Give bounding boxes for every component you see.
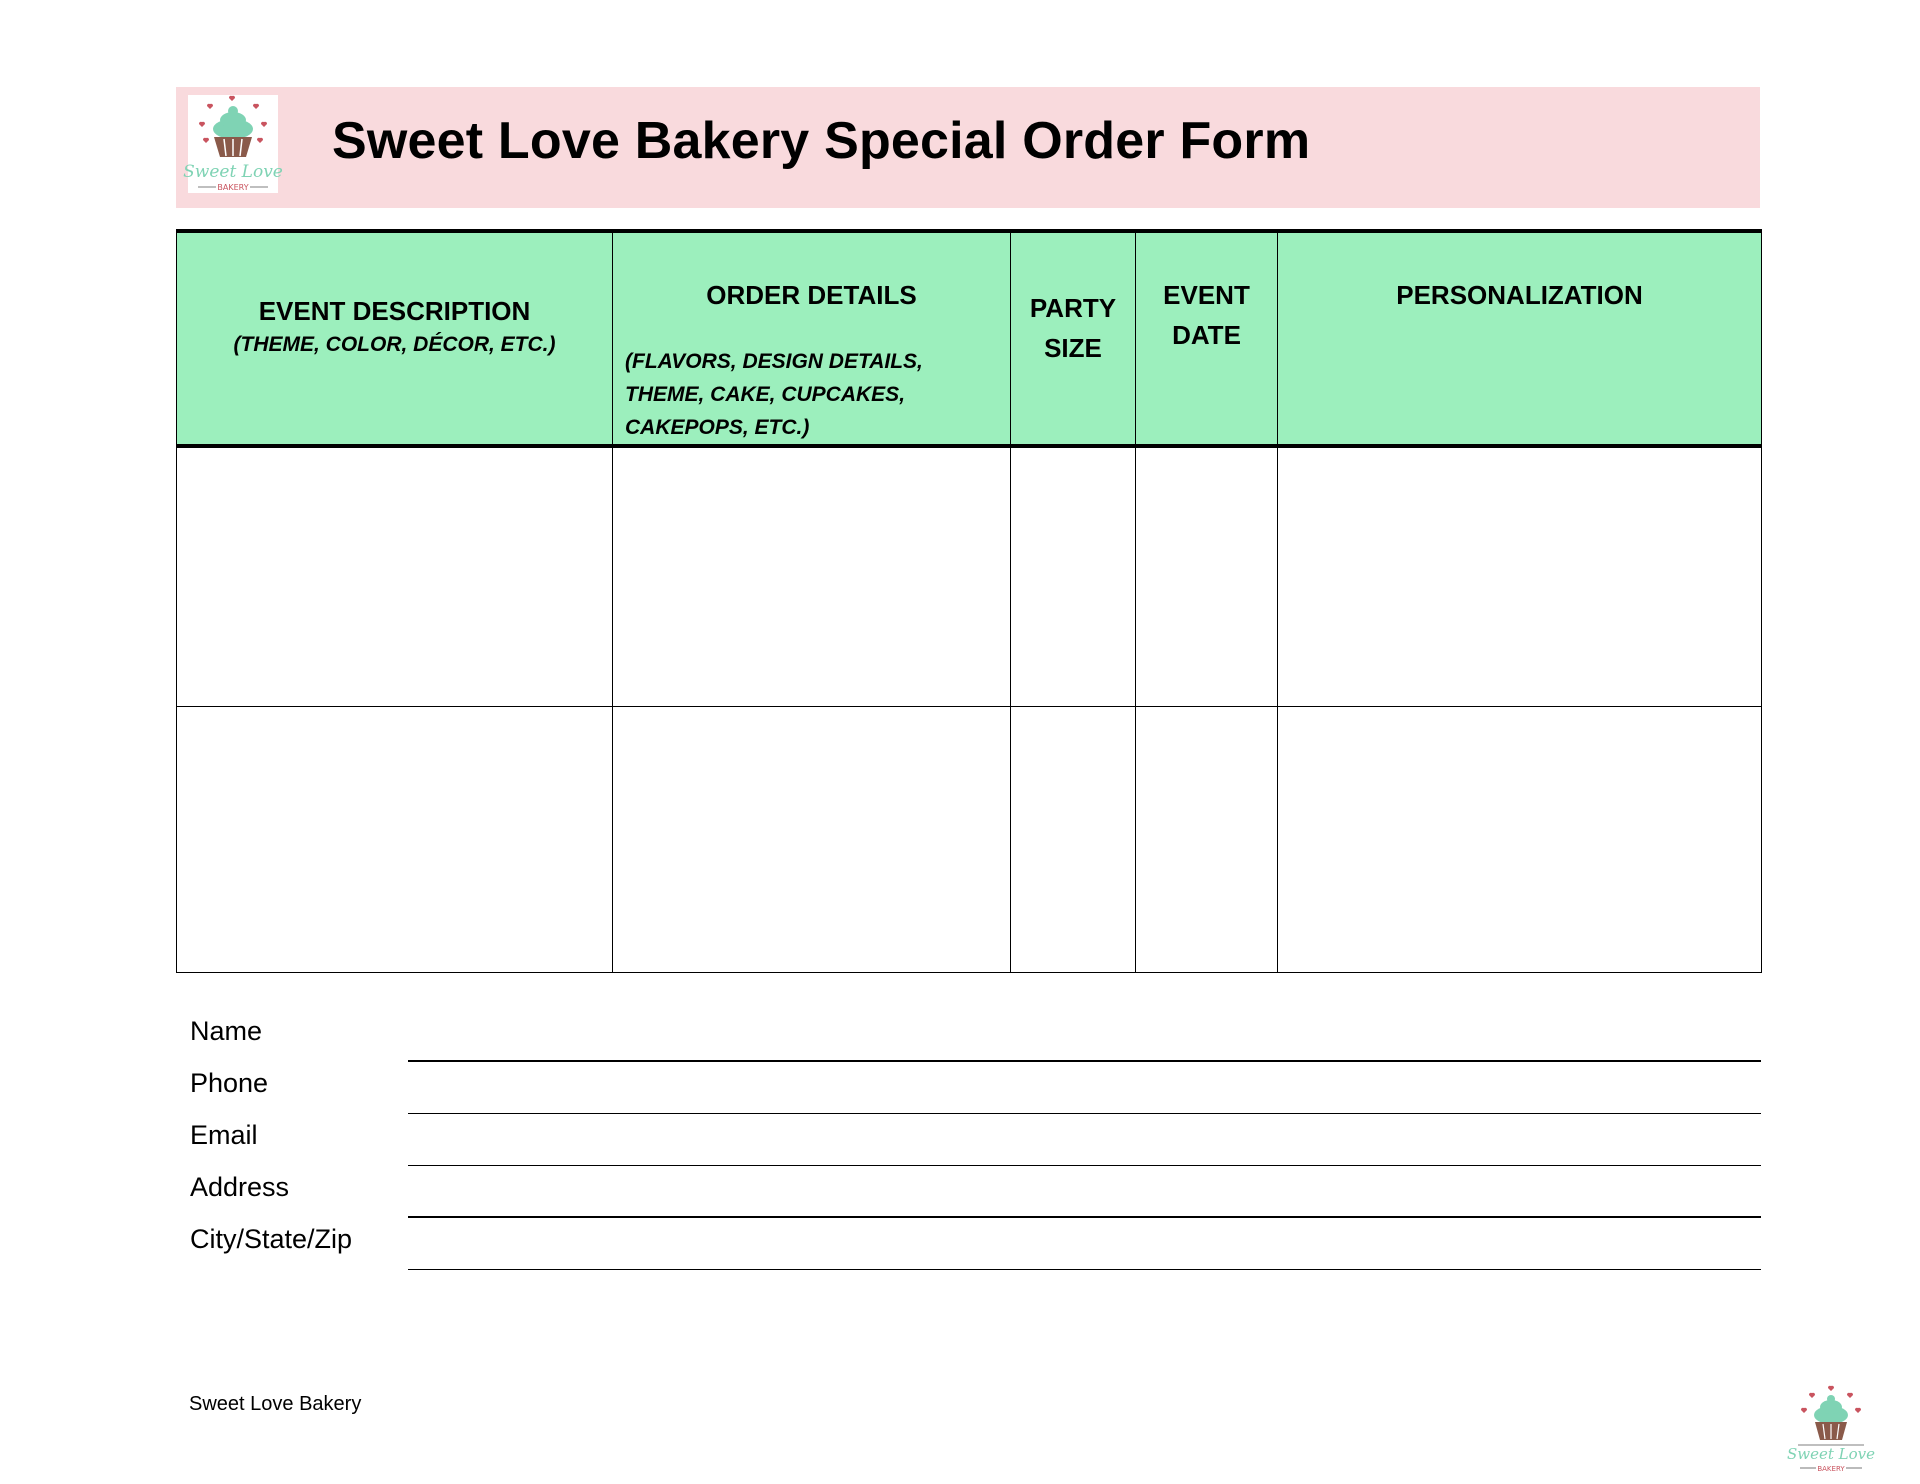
column-party-size — [1011, 231, 1136, 446]
address-row — [190, 1166, 1761, 1218]
event-description-cell[interactable] — [177, 446, 613, 707]
event-description-cell[interactable] — [177, 707, 613, 973]
page-title: Sweet Love Bakery Special Order Form — [332, 112, 1311, 170]
address-label: Address — [190, 1172, 290, 1202]
name-label: Name — [190, 1016, 263, 1046]
cupcake-icon — [183, 95, 283, 193]
column-title: ORDER DETAILS — [706, 280, 917, 310]
column-title: PARTY SIZE — [1029, 293, 1117, 363]
phone-label: Phone — [190, 1068, 269, 1098]
party-size-cell[interactable] — [1011, 446, 1136, 707]
cupcake-icon — [1786, 1385, 1876, 1473]
phone-row — [190, 1062, 1761, 1114]
column-title: EVENT DATE — [1163, 280, 1250, 350]
contact-section — [190, 1010, 1761, 1270]
svg-text:Sweet Love: Sweet Love — [1786, 1445, 1876, 1463]
name-row — [190, 1010, 1761, 1062]
bakery-logo — [183, 95, 283, 193]
svg-text:BAKERY: BAKERY — [1817, 1465, 1845, 1473]
city-state-zip-row — [190, 1218, 1761, 1270]
party-size-cell[interactable] — [1011, 707, 1136, 973]
footer-text: Sweet Love Bakery — [189, 1393, 362, 1415]
column-event-description — [177, 231, 613, 446]
table-header-row — [177, 231, 1762, 446]
footer-logo — [1786, 1385, 1876, 1473]
svg-text:BAKERY: BAKERY — [217, 183, 249, 192]
personalization-cell[interactable] — [1278, 446, 1762, 707]
table-row — [177, 446, 1762, 707]
svg-text:Sweet Love: Sweet Love — [183, 162, 283, 182]
city-state-zip-label: City/State/Zip — [190, 1224, 353, 1254]
personalization-cell[interactable] — [1278, 707, 1762, 973]
order-details-cell[interactable] — [613, 446, 1011, 707]
column-order-details — [613, 231, 1011, 446]
column-title: PERSONALIZATION — [1396, 280, 1643, 310]
column-event-date — [1136, 231, 1278, 446]
column-personalization — [1278, 231, 1762, 446]
event-date-cell[interactable] — [1136, 446, 1278, 707]
email-label: Email — [190, 1120, 258, 1150]
order-table — [176, 229, 1762, 973]
table-row — [177, 707, 1762, 973]
city-state-zip-field[interactable] — [408, 1269, 1761, 1270]
column-title: EVENT DESCRIPTION — [258, 296, 531, 326]
column-subtitle: (FLAVORS, DESIGN DETAILS, THEME, CAKE, CUPCAKES, CAKEPOPS, ETC.) — [625, 350, 923, 439]
column-subtitle: (THEME, COLOR, DÉCOR, ETC.) — [233, 333, 556, 356]
event-date-cell[interactable] — [1136, 707, 1278, 973]
order-details-cell[interactable] — [613, 707, 1011, 973]
email-row — [190, 1114, 1761, 1166]
title-banner — [176, 87, 1760, 208]
